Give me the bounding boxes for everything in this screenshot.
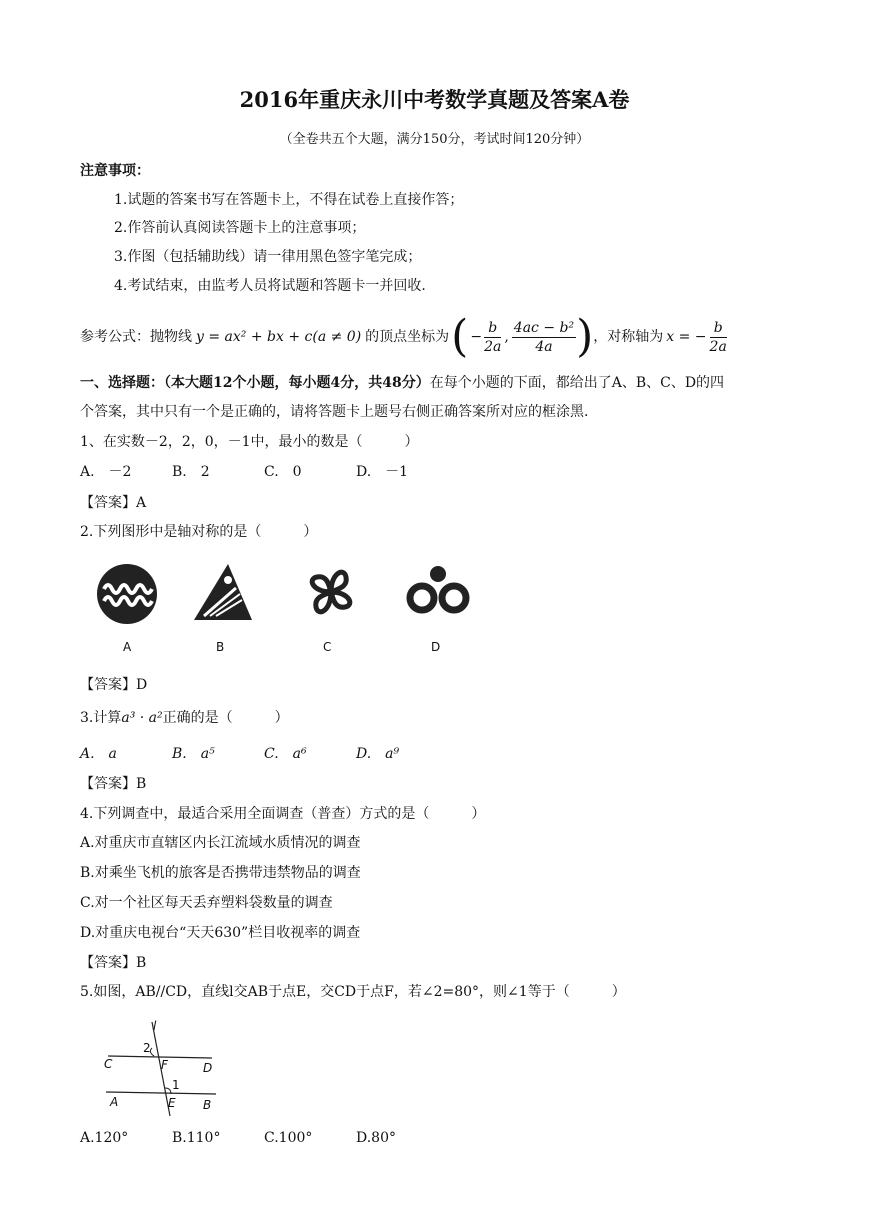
q5-option-b: B.110° — [172, 1130, 221, 1146]
question-5-stem: 5.如图，AB//CD，直线l交AB于点E，交CD于点F，若∠2=80°，则∠1等于（ ） — [80, 984, 626, 1000]
q3-option-a: A. a — [80, 746, 117, 762]
notice-item: 4.考试结束，由监考人员将试题和答题卡一并回收. — [114, 278, 426, 294]
figure-label: C — [323, 640, 332, 654]
vertex-x-fraction: $\frac{b}{2a}$ — [484, 319, 502, 355]
left-paren: ( — [451, 311, 469, 362]
fig-label-l: l — [153, 1019, 157, 1033]
notice-item: 2.作答前认真阅读答题卡上的注意事项； — [114, 220, 366, 236]
section-intro-2: 个答案，其中只有一个是正确的，请将答题卡上题号右侧正确答案所对应的框涂黑. — [80, 404, 589, 420]
page-title: 2016年重庆永川中考数学真题及答案A卷 — [239, 87, 630, 112]
q5-option-d: D.80° — [356, 1130, 396, 1146]
q1-option-a: A. －2 — [80, 464, 132, 480]
q1-option-c: C. 0 — [264, 464, 302, 480]
figure-b-triangle — [192, 562, 254, 624]
q4-option-c: C.对一个社区每天丢弃塑料袋数量的调查 — [80, 895, 333, 911]
formula-axis-prefix: ，对称轴为 — [593, 329, 664, 345]
question-1-stem: 1、在实数－2，2，0，－1中，最小的数是（ ） — [80, 434, 419, 450]
fig-label-e: E — [168, 1096, 176, 1110]
section-intro: 在每个小题的下面，都给出了A、B、C、D的四 — [429, 375, 725, 391]
question-4-answer: 【答案】B — [80, 955, 147, 971]
figure-c-pinwheel — [300, 561, 362, 623]
formula-mid: 的顶点坐标为 — [365, 329, 450, 345]
formula-prefix: 参考公式：抛物线 — [80, 329, 192, 345]
reference-formula: 参考公式：抛物线 y = ax² + bx + c(a ≠ 0) 的顶点坐标为 ( − $\frac{b}{2a}$ , $\frac{\text{4ac − b²}}{4a}$ ) ，对称轴为 x = − $\frac{b}{2a}$ — [80, 311, 727, 362]
question-1-answer: 【答案】A — [80, 495, 147, 511]
fig-label-b: B — [203, 1098, 212, 1112]
notice-heading: 注意事项： — [80, 163, 150, 179]
question-3-stem: 3.计算a³ · a²正确的是（ ） — [80, 710, 289, 726]
fig-label-a: A — [110, 1095, 119, 1109]
section-heading-line — [80, 374, 724, 392]
fig-label-f: F — [161, 1058, 168, 1072]
figure-label: B — [216, 640, 225, 654]
q4-option-b: B.对乘坐飞机的旅客是否携带违禁物品的调查 — [80, 865, 361, 881]
fig-label-d: D — [203, 1061, 213, 1075]
question-2-answer: 【答案】D — [80, 677, 148, 693]
page-subtitle: （全卷共五个大题，满分150分，考试时间120分钟） — [279, 132, 590, 147]
q3-option-d: D. a⁹ — [356, 746, 400, 762]
notice-item: 1.试题的答案书写在答题卡上，不得在试卷上直接作答； — [114, 192, 464, 208]
q1-option-b: B. 2 — [172, 464, 210, 480]
notice-item: 3.作图（包括辅助线）请一律用黑色签字笔完成； — [114, 249, 422, 265]
right-paren: ) — [576, 311, 594, 362]
q3-option-c: C. a⁶ — [264, 746, 307, 762]
question-2-stem: 2.下列图形中是轴对称的是（ ） — [80, 524, 318, 540]
axis-fraction: $\frac{b}{2a}$ — [709, 319, 727, 355]
figure-label: A — [123, 640, 132, 654]
fig-label-angle1: 1 — [172, 1078, 180, 1092]
vertex-y-fraction: $\frac{\text{4ac − b²}}{4a}$ — [513, 319, 575, 355]
fig-label-c: C — [104, 1057, 113, 1071]
q4-option-d: D.对重庆电视台“天天630”栏目收视率的调查 — [80, 925, 361, 941]
q3-option-b: B. a⁵ — [172, 746, 215, 762]
q5-option-c: C.100° — [264, 1130, 313, 1146]
question-3-answer: 【答案】B — [80, 776, 147, 792]
fig-label-angle2: 2 — [143, 1041, 151, 1055]
question-4-stem: 4.下列调查中，最适合采用全面调查（普查）方式的是（ ） — [80, 806, 486, 822]
q1-option-d: D. －1 — [356, 464, 409, 480]
figure-label: D — [431, 640, 441, 654]
figure-d-circles — [406, 562, 470, 622]
q4-option-a: A.对重庆市直辖区内长江流域水质情况的调查 — [80, 835, 361, 851]
formula-equation: y = ax² + bx + c(a ≠ 0) — [196, 329, 362, 345]
axis-lhs: x = − — [666, 329, 707, 345]
figure-a-wave-circle — [96, 563, 158, 625]
q5-option-a: A.120° — [80, 1130, 129, 1146]
section-heading: 一、选择题：（本大题12个小题，每小题4分，共48分） — [80, 375, 430, 391]
